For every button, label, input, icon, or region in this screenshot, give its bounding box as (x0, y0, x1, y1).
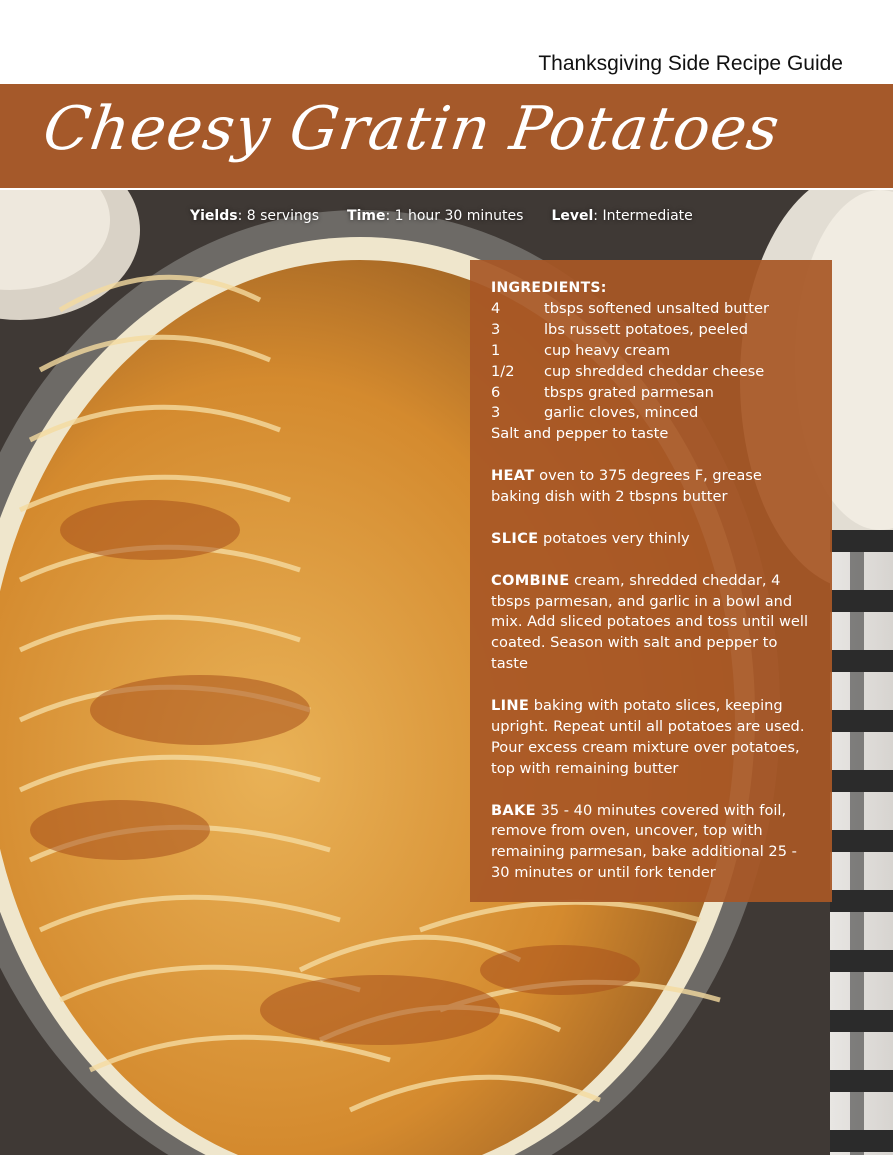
guide-title: Thanksgiving Side Recipe Guide (538, 52, 843, 75)
step-bake (491, 801, 812, 885)
step-combine (491, 571, 812, 676)
ingredient-item: tbsps grated parmesan (544, 383, 714, 401)
recipe-title: Cheesy Gratin Potatoes (39, 94, 785, 164)
ingredient-qty: 3 (491, 320, 501, 338)
level-info (551, 208, 692, 224)
ingredient-qty: 4 (491, 299, 501, 317)
ingredient-row (491, 341, 812, 362)
ingredient-item: cup heavy cream (544, 341, 671, 359)
step-keyword: SLICE (491, 529, 539, 547)
step-text: 35 - 40 minutes covered with foil, remove from oven, uncover, top with remaining parmesan, bake additional 25 - 30 minutes or until fork tender (491, 801, 797, 882)
step-text: baking with potato slices, keeping upright. Repeat until all potatoes are used. Pour excess cream mixture over potatoes, top with remaining butter (491, 697, 805, 777)
yields-value: : 8 servings (237, 208, 320, 224)
ingredient-row (491, 383, 812, 404)
ingredient-qty: 1 (491, 341, 501, 359)
step-text: potatoes very thinly (538, 529, 690, 547)
time-info (347, 208, 523, 224)
ingredient-row (491, 362, 812, 383)
ingredient-qty: 3 (491, 404, 501, 422)
ingredient-qty: 6 (491, 383, 501, 401)
ingredients-heading: INGREDIENTS: (491, 280, 607, 296)
step-text: cream, shredded cheddar, 4 tbsps parmesan, and garlic in a bowl and mix. Add sliced potatoes and toss until well coated. Season with salt and pepper to taste (491, 571, 809, 673)
ingredient-qty: 1/2 (491, 362, 515, 380)
ingredient-row (491, 320, 812, 341)
step-keyword: LINE (491, 697, 530, 715)
ingredient-item: tbsps softened unsalted butter (544, 299, 769, 317)
level-value: : Intermediate (593, 208, 693, 224)
step-text: oven to 375 degrees F, grease baking dish with 2 tbspns butter (491, 467, 762, 506)
recipe-panel (470, 260, 832, 902)
ingredient-row (491, 403, 812, 424)
ingredient-row (491, 299, 812, 320)
recipe-meta (190, 208, 693, 224)
ingredient-item: garlic cloves, minced (544, 404, 699, 422)
title-banner (0, 84, 893, 188)
yields-label: Yields (190, 208, 238, 224)
step-keyword: HEAT (491, 467, 535, 485)
ingredient-item: lbs russett potatoes, peeled (544, 320, 748, 338)
step-slice (491, 529, 812, 550)
level-label: Level (551, 208, 594, 224)
step-heat (491, 466, 812, 508)
salt-line: Salt and pepper to taste (491, 425, 669, 443)
yields-info (190, 208, 319, 224)
time-value: : 1 hour 30 minutes (385, 208, 524, 224)
step-keyword: COMBINE (491, 571, 570, 589)
ingredient-item: cup shredded cheddar cheese (544, 362, 765, 380)
step-keyword: BAKE (491, 801, 536, 819)
time-label: Time (347, 208, 386, 224)
step-line (491, 696, 812, 780)
